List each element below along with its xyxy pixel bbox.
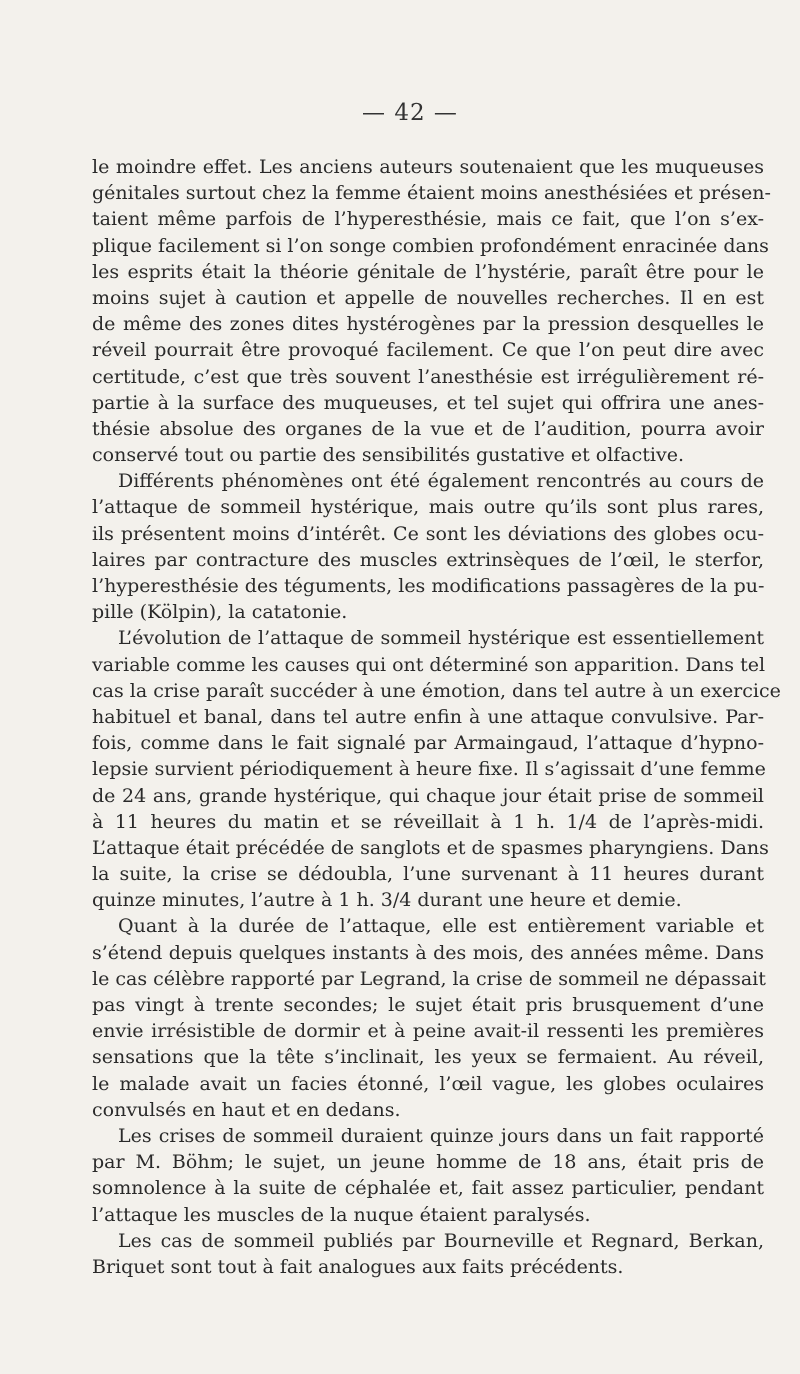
text-line: le cas célèbre rapporté par Legrand, la crise de sommeil ne dépassait xyxy=(92,967,766,990)
text-line: à 11 heures du matin et se réveillait à 1 h. 1/4 de l’après-midi. xyxy=(92,810,764,833)
text-line: variable comme les causes qui ont déterminé son apparition. Dans tel xyxy=(92,653,766,676)
text-line: lepsie survient périodiquement à heure fixe. Il s’agissait d’une femme xyxy=(92,758,766,781)
text-line: L’attaque était précédée de sanglots et de spasmes pharyngiens. Dans xyxy=(92,836,769,859)
paragraph xyxy=(92,1123,764,1228)
text-line: l’attaque de sommeil hystérique, mais outre qu’ils sont plus rares, xyxy=(92,496,764,519)
text-line: partie à la surface des muqueuses, et tel sujet qui offrira une anes- xyxy=(92,391,764,414)
text-line: sensations que la tête s’inclinait, les yeux se fermaient. Au réveil, xyxy=(92,1046,764,1069)
text-line: pille (Kölpin), la catatonie. xyxy=(92,601,348,624)
text-line: cas la crise paraît succéder à une émotion, dans tel autre à un exercice xyxy=(92,679,781,702)
text-line: laires par contracture des muscles extrinsèques de l’œil, le sterfor, xyxy=(92,548,764,571)
text-line: habituel et banal, dans tel autre enfin à une attaque convulsive. Par- xyxy=(92,705,764,728)
text-line: Les cas de sommeil publiés par Bourneville et Regnard, Berkan, xyxy=(118,1229,764,1252)
text-line: les esprits était la théorie génitale de l’hystérie, paraît être pour le xyxy=(92,260,764,283)
text-line: génitales surtout chez la femme étaient moins anesthésiées et présen- xyxy=(92,182,771,205)
text-line: le moindre effet. Les anciens auteurs soutenaient que les muqueuses xyxy=(92,156,764,178)
text-line: Briquet sont tout à fait analogues aux faits précédents. xyxy=(92,1255,624,1278)
text-line: par M. Böhm; le sujet, un jeune homme de 18 ans, était pris de xyxy=(92,1151,764,1174)
page-number: — 42 — xyxy=(362,100,458,126)
paragraph xyxy=(92,625,781,913)
text-line: Les crises de sommeil duraient quinze jours dans un fait rapporté xyxy=(118,1124,764,1147)
text-line: envie irrésistible de dormir et à peine avait-il ressenti les premières xyxy=(92,1020,764,1043)
text-line: quinze minutes, l’autre à 1 h. 3/4 durant une heure et demie. xyxy=(92,889,682,912)
text-line: convulsés en haut et en dedans. xyxy=(92,1098,401,1121)
text-line: thésie absolue des organes de la vue et de l’audition, pourra avoir xyxy=(92,417,764,440)
text-line: l’hyperesthésie des téguments, les modifications passagères de la pu- xyxy=(92,575,765,597)
text-line: fois, comme dans le fait signalé par Armaingaud, l’attaque d’hypno- xyxy=(92,732,764,755)
paragraph xyxy=(92,1228,764,1280)
text-line: taient même parfois de l’hyperesthésie, mais ce fait, que l’on s’ex- xyxy=(92,208,764,231)
text-line: certitude, c’est que très souvent l’anesthésie est irrégulièrement ré- xyxy=(92,365,764,388)
text-line: moins sujet à caution et appelle de nouvelles recherches. Il en est xyxy=(92,286,764,309)
text-line: Quant à la durée de l’attaque, elle est entièrement variable et xyxy=(118,915,764,938)
body-text xyxy=(92,154,781,1280)
text-line: pas vingt à trente secondes; le sujet était pris brusquement d’une xyxy=(92,994,764,1016)
text-line: L’évolution de l’attaque de sommeil hystérique est essentiellement xyxy=(118,627,764,650)
text-line: somnolence à la suite de céphalée et, fait assez particulier, pendant xyxy=(92,1177,764,1200)
text-line: ils présentent moins d’intérêt. Ce sont les déviations des globes ocu- xyxy=(92,522,764,545)
text-line: l’attaque les muscles de la nuque étaient paralysés. xyxy=(92,1203,591,1226)
text-line: de 24 ans, grande hystérique, qui chaque jour était prise de sommeil xyxy=(92,784,764,807)
text-line: Différents phénomènes ont été également rencontrés au cours de xyxy=(118,470,764,493)
paragraph xyxy=(92,154,771,468)
text-line: réveil pourrait être provoqué facilement. Ce que l’on peut dire avec xyxy=(92,339,764,362)
text-line: la suite, la crise se dédoubla, l’une survenant à 11 heures durant xyxy=(92,863,764,886)
text-line: de même des zones dites hystérogènes par la pression desquelles le xyxy=(92,313,764,336)
text-line: le malade avait un facies étonné, l’œil vague, les globes oculaires xyxy=(92,1072,764,1095)
text-line: conservé tout ou partie des sensibilités gustative et olfactive. xyxy=(92,444,685,467)
paragraph xyxy=(92,468,764,625)
text-line: plique facilement si l’on songe combien profondément enracinée dans xyxy=(92,234,769,257)
text-line: s’étend depuis quelques instants à des mois, des années même. Dans xyxy=(92,941,764,964)
paragraph xyxy=(92,913,764,1123)
